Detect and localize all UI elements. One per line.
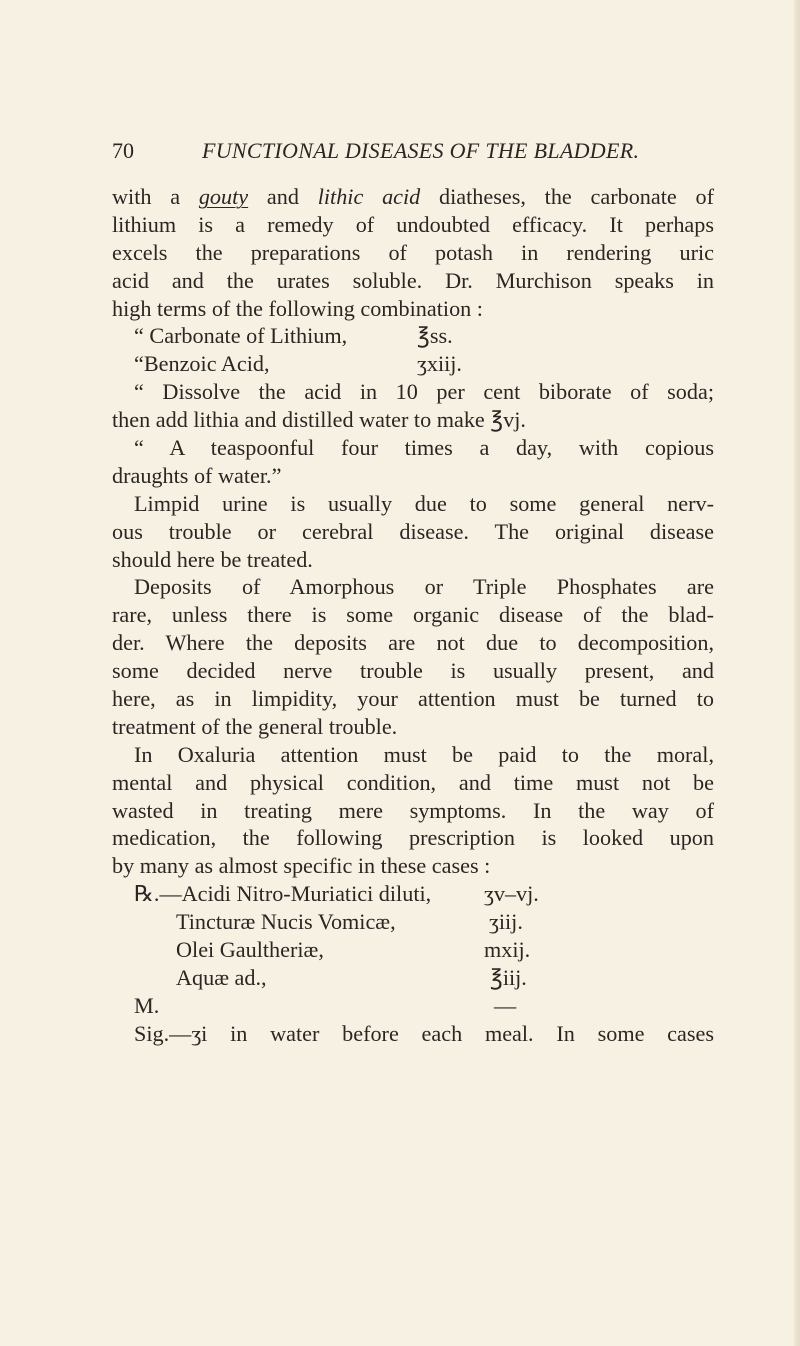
prescription-row-1: [112, 880, 714, 908]
prescription-misce-row: [112, 992, 714, 1020]
deposits-line-5: here, as in limpidity, your attention must be turned to: [112, 686, 714, 712]
prescription-row-4: [112, 964, 714, 992]
formula-instruction-line-2: then add lithia and distilled water to make ℥vj.: [112, 407, 526, 433]
prescription-ingredient: Olei Gaultheriæ,: [176, 937, 324, 963]
formula-quantity: ʒxiij.: [417, 351, 462, 377]
intro-line-3: excels the preparations of potash in rendering uric: [112, 239, 714, 265]
formula-quantity: ℥ss.: [417, 323, 453, 349]
text-span: diatheses, the carbonate of: [439, 184, 715, 209]
lithic-acid-term: lithic acid: [317, 184, 421, 209]
intro-line-5: high terms of the following combination :: [112, 295, 483, 321]
formula-row-1: [112, 322, 714, 350]
deposits-line-3: der. Where the deposits are not due to decomposition,: [112, 630, 714, 656]
formula-ingredient: “ Carbonate of Lithium,: [134, 323, 348, 349]
formula-instruction-line-1: “ Dissolve the acid in 10 per cent biborate of soda;: [134, 379, 714, 405]
page-body: [112, 183, 714, 1048]
oxaluria-line-3: wasted in treating mere symptoms. In the way of: [112, 797, 714, 823]
prescription-quantity: ʒiij.: [489, 909, 523, 935]
limpid-line-2: ous trouble or cerebral disease. The original disease: [112, 518, 714, 544]
deposits-line-1: Deposits of Amorphous or Triple Phosphates are: [134, 574, 714, 600]
prescription-row-2: [112, 908, 714, 936]
running-header: [112, 134, 712, 168]
text-span: and: [266, 184, 299, 209]
formula-dose-line-1: “ A teaspoonful four times a day, with copious: [134, 435, 714, 461]
prescription-quantity: mxij.: [484, 937, 531, 963]
intro-line-4: acid and the urates soluble. Dr. Murchison speaks in: [112, 267, 714, 293]
limpid-line-3: should here be treated.: [112, 546, 313, 572]
deposits-line-6: treatment of the general trouble.: [112, 713, 398, 739]
misce-dash: —: [494, 992, 517, 1018]
prescription-quantity: ℥iij.: [490, 964, 527, 990]
misce-label: M.: [134, 992, 160, 1018]
formula-row-2: [112, 350, 714, 378]
text-span: with a: [112, 184, 181, 209]
prescription-row-3: [112, 936, 714, 964]
oxaluria-line-4: medication, the following prescription is looked upon: [112, 825, 714, 851]
page-edge: [794, 0, 800, 1346]
formula-ingredient: “Benzoic Acid,: [134, 351, 270, 377]
formula-dose-line-2: draughts of water.”: [112, 462, 282, 488]
intro-line-1: [112, 183, 714, 211]
prescription-ingredient: Aquæ ad.,: [176, 964, 267, 990]
oxaluria-line-2: mental and physical condition, and time must not be: [112, 769, 714, 795]
deposits-line-4: some decided nerve trouble is usually present, and: [112, 658, 714, 684]
prescription-quantity: ʒv–vj.: [484, 881, 539, 907]
running-title: FUNCTIONAL DISEASES OF THE BLADDER.: [202, 138, 640, 163]
intro-line-2: lithium is a remedy of undoubted efficacy. It perhaps: [112, 211, 714, 237]
page-number: 70: [112, 138, 134, 163]
prescription-ingredient: Tincturæ Nucis Vomicæ,: [176, 909, 396, 935]
prescription-ingredient: ℞.—Acidi Nitro-Muriatici diluti,: [134, 881, 432, 907]
gouty-term: gouty: [198, 184, 249, 209]
oxaluria-line-5: by many as almost specific in these cases :: [112, 853, 491, 879]
signa-line: Sig.—ʒi in water before each meal. In some cases: [134, 1020, 714, 1046]
oxaluria-line-1: In Oxaluria attention must be paid to the moral,: [134, 741, 714, 767]
deposits-line-2: rare, unless there is some organic disease of the blad-: [112, 602, 714, 628]
limpid-line-1: Limpid urine is usually due to some general nerv-: [134, 490, 714, 516]
